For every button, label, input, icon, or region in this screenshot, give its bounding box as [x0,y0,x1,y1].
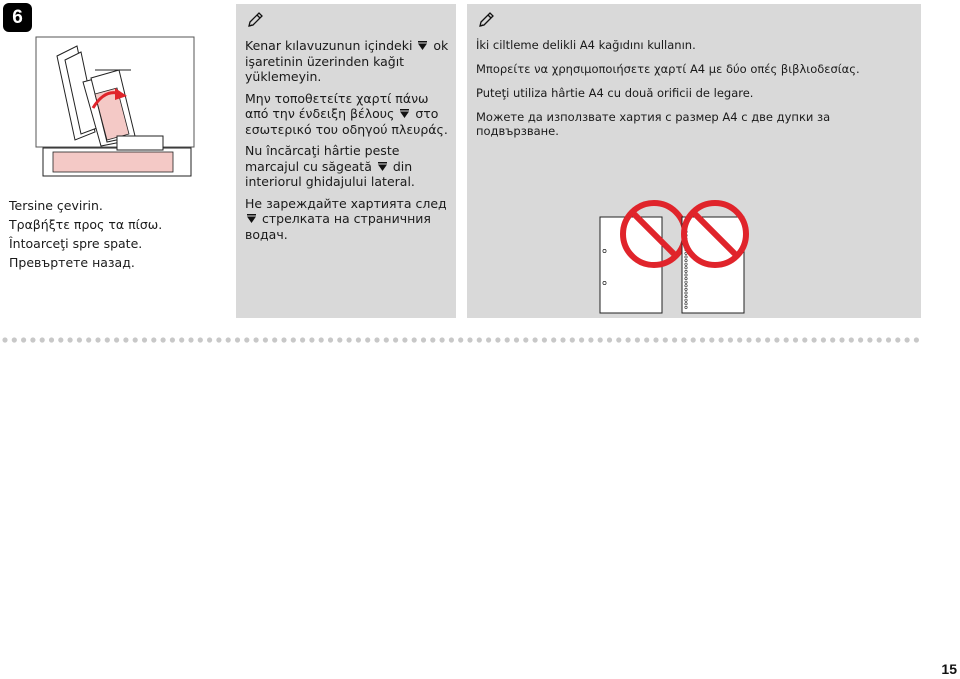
down-arrow-mark-icon [418,41,427,50]
instruction-el: Τραβήξτε προς τα πίσω. [9,217,163,232]
note2-ro: Puteţi utiliza hârtie A4 cu două orificii de legare. [476,86,754,100]
note-bg: Не зареждайте хартията след стрелката на страничния водач. [245,195,447,242]
instruction-tr: Tersine çevirin. [9,198,103,213]
section-divider-dots [2,336,922,344]
page-number: 15 [941,661,957,677]
note-tr: Kenar kılavuzunun içindeki ok işaretinin üzerinden kağıt yüklemeyin. [245,38,449,84]
step-number-badge: 6 [3,3,32,32]
down-arrow-mark-icon [400,109,409,118]
printer-paper-feed-illustration [35,36,195,188]
pencil-icon [246,11,264,29]
down-arrow-mark-icon [247,214,256,223]
note-el: Μην τοποθετείτε χαρτί πάνω από την ένδειξη βέλους στο εσωτερικό του οδηγού πλευράς. [245,90,448,137]
note2-el: Μπορείτε να χρησιμοποιήσετε χαρτί A4 με δύο οπές βιβλιοδεσίας. [476,62,860,76]
punched-paper-illustration [592,199,752,314]
multi-hole-sheet-prohibited [682,203,746,313]
instruction-bg: Превъртете назад. [9,255,135,270]
instruction-text [9,196,209,272]
note2-bg: Можете да използвате хартия с размер A4 с две дупки за подвързване. [476,110,831,138]
note2-tr: İki ciltleme delikli A4 kağıdını kullanın. [476,38,696,52]
note-box-side-guide [236,4,456,318]
pencil-icon [477,11,495,29]
note-box-binding-holes [467,4,921,318]
instruction-ro: Întoarceţi spre spate. [9,236,143,251]
down-arrow-mark-icon [378,162,387,171]
two-hole-sheet-prohibited [600,203,685,313]
note-ro: Nu încărcaţi hârtie peste marcajul cu săgeată din interiorul ghidajului lateral. [245,143,415,189]
